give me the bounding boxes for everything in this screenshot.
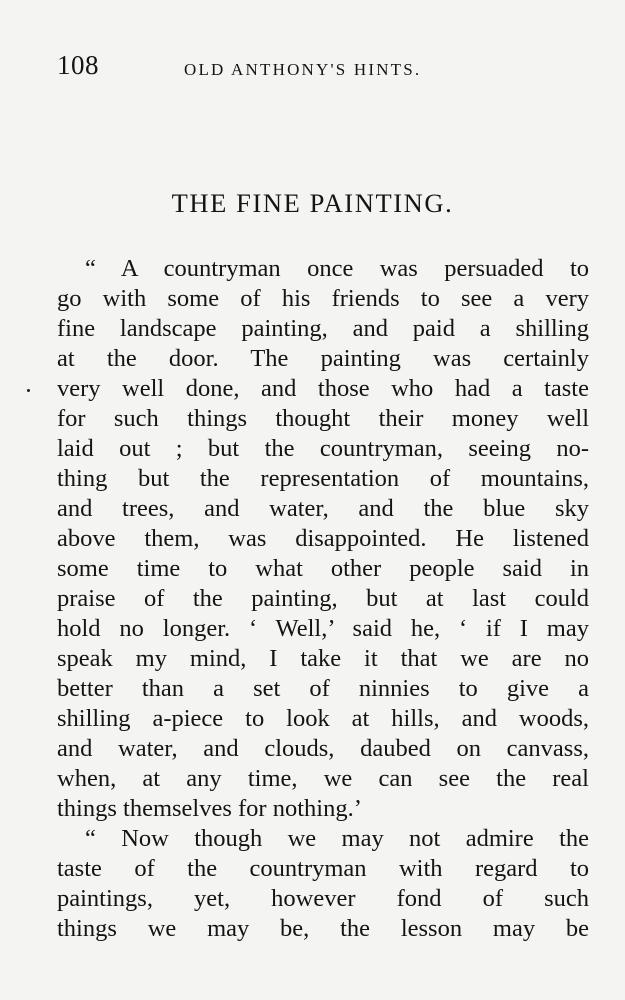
text-line: better than a set of ninnies to give a (57, 675, 589, 702)
text-line: for such things thought their money well (57, 405, 589, 432)
text-line: and trees, and water, and the blue sky (57, 495, 589, 522)
text-line: fine landscape painting, and paid a shilling (57, 315, 589, 342)
text-line: speak my mind, I take it that we are no (57, 645, 589, 672)
text-line: some time to what other people said in (57, 555, 589, 582)
text-line: taste of the countryman with regard to (57, 855, 589, 882)
text-line: very well done, and those who had a taste (57, 375, 589, 402)
page-number: 108 (57, 50, 99, 80)
margin-mark (27, 389, 30, 392)
text-line: “ A countryman once was persuaded to (85, 255, 589, 282)
text-line: when, at any time, we can see the real (57, 765, 589, 792)
text-line: laid out ; but the countryman, seeing no- (57, 435, 589, 462)
text-line: and water, and clouds, daubed on canvass, (57, 735, 589, 762)
page-header (57, 50, 577, 86)
text-line: “ Now though we may not admire the (85, 825, 589, 852)
text-line: things themselves for nothing.’ (57, 795, 362, 822)
text-line: at the door. The painting was certainly (57, 345, 589, 372)
text-line: paintings, yet, however fond of such (57, 885, 589, 912)
running-head: OLD ANTHONY'S HINTS. (184, 60, 422, 79)
text-line: shilling a-piece to look at hills, and woods, (57, 705, 589, 732)
text-line: above them, was disappointed. He listened (57, 525, 589, 552)
text-line: go with some of his friends to see a very (57, 285, 589, 312)
text-line: thing but the representation of mountains, (57, 465, 589, 492)
chapter-title: THE FINE PAINTING. (171, 188, 454, 218)
text-line: praise of the painting, but at last could (57, 585, 589, 612)
text-line: things we may be, the lesson may be (57, 915, 589, 942)
body-text (57, 254, 589, 944)
text-line: hold no longer. ‘ Well,’ said he, ‘ if I may (57, 615, 589, 642)
